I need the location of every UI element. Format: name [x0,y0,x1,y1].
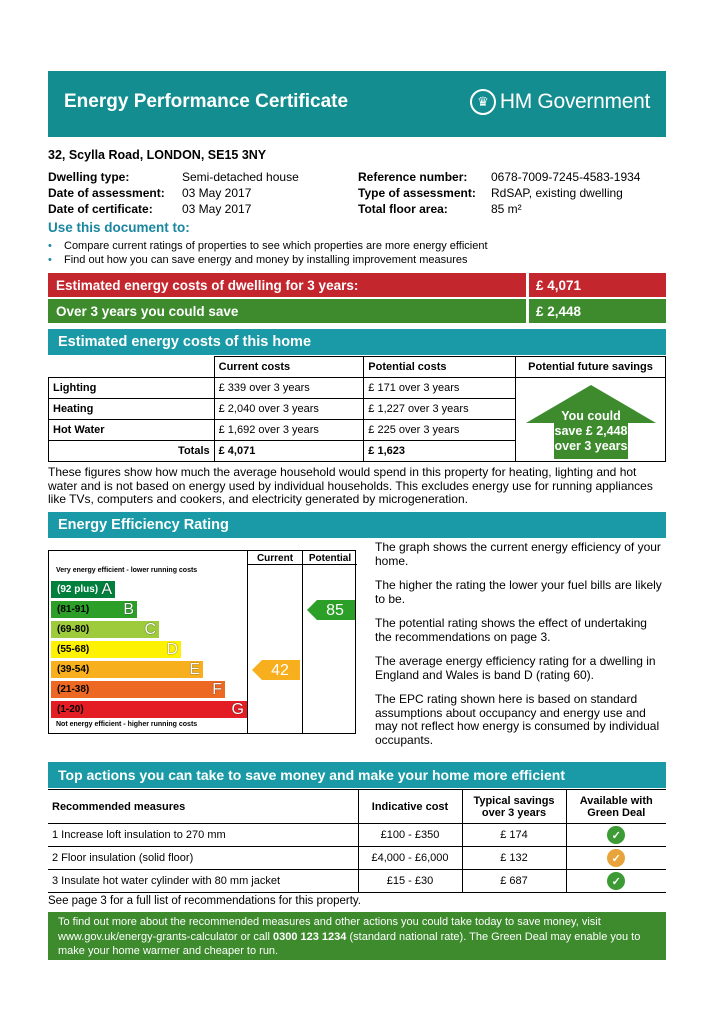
costs-note: These figures show how much the average household would spend in this property for heating, lighting and hot water and is not based on energy used by individual households. This excludes energy use for running appliances like TVs, computers and cookers, and electricity generated by microgeneration. [48,465,653,506]
estimated-cost-value: £ 4,071 [529,273,666,297]
savings-bar: Over 3 years you could save [48,299,526,323]
band-g [51,701,247,718]
actions-table [48,789,666,893]
band-e [51,661,203,678]
current-column-header: Current [256,553,294,564]
efficient-note: Very energy efficient - lower running costs [56,567,198,574]
paragraph: The potential rating shows the effect of undertaking the recommendations on page 3. [375,616,647,644]
detail-row: Type of assessment: RdSAP, existing dwelling [358,186,623,200]
header-cost: Indicative cost [358,790,462,824]
table-row: Hot Water £ 1,692 over 3 years £ 225 over 3 years [49,420,516,441]
current-rating-marker [252,660,300,680]
estimated-cost-bar: Estimated energy costs of dwelling for 3 years: [48,273,526,297]
totals-row: Totals £ 4,071 £ 1,623 [49,441,516,462]
details-right [358,169,668,217]
table-row: Heating £ 2,040 over 3 years £ 1,227 over 3 years [49,399,516,420]
band-c [51,621,159,638]
potential-rating-marker [307,600,355,620]
green-deal-tick-icon: ✓ [607,826,625,844]
band-range: (1-20) [57,704,84,715]
efficiency-section-title: Energy Efficiency Rating [48,512,666,538]
efficiency-explanation [375,541,666,747]
costs-table [48,356,516,462]
paragraph: The EPC rating shown here is based on standard assumptions about occupancy and energy use and may not reflect how energy is consumed by individual occupants. [375,692,660,747]
band-a [51,581,115,598]
green-deal-tick-icon: ✓ [607,849,625,867]
band-f [51,681,225,698]
efficiency-chart [48,550,356,734]
band-range: (55-68) [57,644,90,655]
green-deal-tick-icon: ✓ [607,872,625,890]
band-d [51,641,181,658]
band-letter: E [189,660,200,678]
rating-bands [51,581,245,721]
header-green-deal: Available with Green Deal [566,790,666,824]
band-range: (69-80) [57,624,90,635]
header-savings: Typical savings over 3 years [462,790,566,824]
band-letter: G [231,700,244,718]
band-letter: F [212,680,222,698]
paragraph: The higher the rating the lower your fuel bills are likely to be. [375,578,662,606]
detail-row: Reference number: 0678-7009-7245-4583-1934 [358,170,641,184]
certificate-title: Energy Performance Certificate [64,91,349,112]
hm-government-logo: ♛ HM Government [470,89,650,115]
header-potential-costs: Potential costs [364,357,516,378]
use-document-title: Use this document to: [48,220,190,235]
paragraph: The graph shows the current energy efficiency of your home. [375,540,661,568]
see-page-note: See page 3 for a full list of recommendations for this property. [48,895,361,907]
certificate-header [48,71,666,137]
savings-value: £ 2,448 [529,299,666,323]
potential-column-header: Potential [308,553,352,564]
detail-row: Dwelling type: Semi-detached house [48,170,299,184]
crest-icon: ♛ [470,89,496,115]
actions-section-title: Top actions you can take to save money and make your home more efficient [48,762,666,788]
band-letter: D [166,640,178,658]
table-row: Lighting £ 339 over 3 years £ 171 over 3 years [49,378,516,399]
table-row: 3 Insulate hot water cylinder with 80 mm jacket £15 - £30 £ 687 ✓ [48,870,666,893]
potential-rating-value: 85 [326,602,344,619]
table-row: 2 Floor insulation (solid floor) £4,000 - £6,000 £ 132 ✓ [48,847,666,870]
header-current-costs: Current costs [214,357,364,378]
band-letter: C [144,620,156,638]
table-row: 1 Increase loft insulation to 270 mm £100 - £350 £ 174 ✓ [48,824,666,847]
property-address: 32, Scylla Road, LONDON, SE15 3NY [48,148,267,162]
band-range: (92 plus) [57,584,99,595]
green-deal-footer: To find out more about the recommended measures and other actions you could take today to save money, visit www.gov.uk/energy-grants-calculator or call 0300 123 1234 (standard national rate). The Green Deal may enable you to make your home warmer and cheaper to run. [48,912,666,960]
inefficient-note: Not energy efficient - higher running costs [56,721,198,728]
band-letter: A [101,580,112,598]
savings-arrow-text: You could save £ 2,448 over 3 years [554,409,628,453]
band-range: (39-54) [57,664,90,675]
header-measures: Recommended measures [48,790,358,824]
band-b [51,601,137,618]
detail-row: Date of certificate: 03 May 2017 [48,202,252,216]
use-document-bullets [48,239,488,267]
detail-row: Total floor area: 85 m² [358,202,522,216]
current-rating-value: 42 [271,662,289,679]
details-left [48,169,348,217]
band-letter: B [123,600,134,618]
paragraph: The average energy efficiency rating for a dwelling in England and Wales is band D (rating 60). [375,654,656,682]
band-range: (81-91) [57,604,90,615]
band-range: (21-38) [57,684,90,695]
list-item: • Find out how you can save energy and money by installing improvement measures [48,254,468,266]
header-future-savings: Potential future savings [516,357,665,378]
future-savings-box [516,356,666,462]
costs-section-title: Estimated energy costs of this home [48,329,666,355]
detail-row: Date of assessment: 03 May 2017 [48,186,252,200]
list-item: • Compare current ratings of properties to see which properties are more energy efficient [48,240,488,252]
